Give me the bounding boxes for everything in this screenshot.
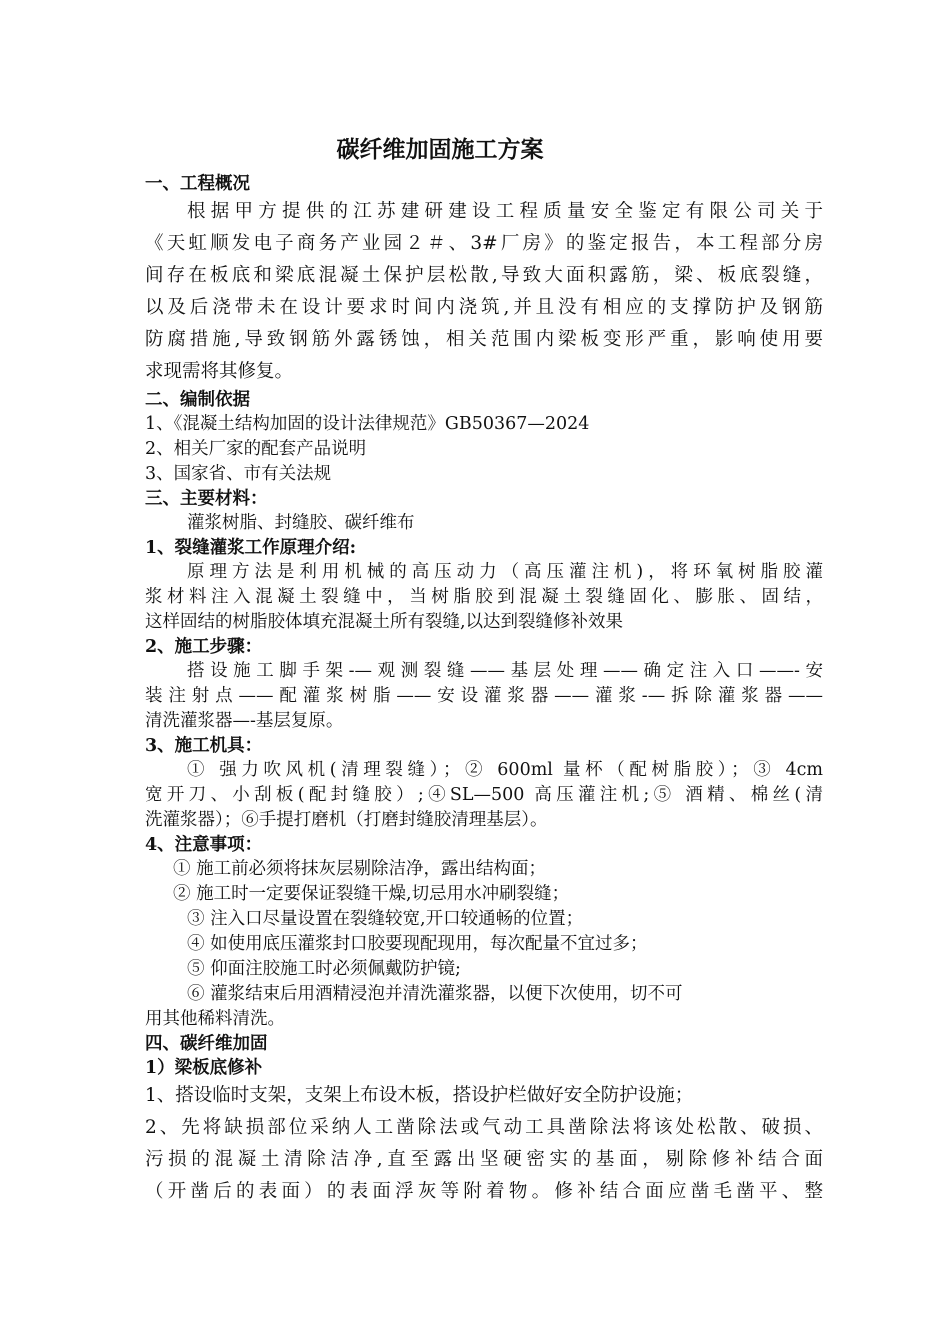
paragraph-line: 洗灌浆器）；⑥手提打磨机（打磨封缝胶清理基层）。	[145, 810, 548, 830]
paragraph-line: （开凿后的表面）的表面浮灰等附着物。修补结合面应凿毛凿平、整	[145, 1181, 823, 1202]
paragraph-line: 《天虹顺发电子商务产业园２＃、3#厂房》的鉴定报告，本工程部分房	[145, 233, 823, 254]
paragraph-line: ① 强力吹风机(清理裂缝）；② 600ml 量杯（配树脂胶）；③ 4cm	[187, 760, 823, 780]
paragraph-line: 搭设施工脚手架-—观测裂缝——基层处理——确定注入口——-安	[187, 661, 823, 681]
section-heading-overview: 一、工程概况	[145, 174, 250, 194]
document-body	[145, 172, 823, 1208]
list-item: ① 施工前必须将抹灰层剔除洁净，露出结构面；	[173, 859, 547, 879]
list-item: ⑥ 灌浆结束后用酒精浸泡并清洗灌浆器，以便下次使用，切不可	[187, 984, 683, 1004]
subsection-heading-steps: 2、施工步骤：	[145, 637, 263, 657]
paragraph-line: 清洗灌浆器—-基层复原。	[145, 711, 344, 731]
list-item: ③ 注入口尽量设置在裂缝较宽,开口较通畅的位置；	[187, 909, 584, 929]
section-heading-carbon-fiber: 四、碳纤维加固	[145, 1034, 268, 1054]
list-item: 2、先将缺损部位采纳人工凿除法或气动工具凿除法将该处松散、破损、	[145, 1117, 823, 1138]
paragraph-line: 间存在板底和梁底混凝土保护层松散,导致大面积露筋，梁、板底裂缝，	[145, 265, 823, 286]
paragraph-line: 浆材料注入混凝土裂缝中，当树脂胶到混凝土裂缝固化、膨胀、固结，	[145, 587, 823, 607]
paragraph-line: 防腐措施,导致钢筋外露锈蚀，相关范围内梁板变形严重，影响使用要	[145, 329, 823, 350]
subsection-heading-beam-repair: 1）梁板底修补	[145, 1058, 263, 1078]
materials-text: 灌浆树脂、封缝胶、碳纤维布	[187, 513, 415, 533]
list-item: 用其他稀料清洗。	[145, 1009, 285, 1029]
paragraph-line: 宽开刀、小刮板(配封缝胶）;④SL—500 高压灌注机;⑤ 酒精、棉丝(清	[145, 785, 823, 805]
paragraph-line: 装注射点——配灌浆树脂——安设灌浆器——灌浆-—拆除灌浆器——	[145, 686, 823, 706]
section-heading-basis: 二、编制依据	[145, 390, 250, 410]
list-item: ⑤ 仰面注胶施工时必须佩戴防护镜;	[187, 959, 461, 979]
paragraph-line: 这样固结的树脂胶体填充混凝土所有裂缝,以达到裂缝修补效果	[145, 612, 624, 632]
subsection-heading-tools: 3、施工机具：	[145, 736, 263, 756]
list-item: 3、国家省、市有关法规	[145, 464, 332, 484]
document-title: 碳纤维加固施工方案	[336, 136, 544, 163]
list-item: ② 施工时一定要保证裂缝干燥,切忌用水冲刷裂缝；	[173, 884, 570, 904]
subsection-heading-principle: 1、裂缝灌浆工作原理介绍:	[145, 538, 357, 558]
paragraph-line: 原理方法是利用机械的高压动力（高压灌注机)，将环氧树脂胶灌	[187, 562, 823, 582]
paragraph-line: 污损的混凝土清除洁净,直至露出坚硬密实的基面，剔除修补结合面	[145, 1149, 823, 1170]
list-item: ④ 如使用底压灌浆封口胶要现配现用，每次配量不宜过多；	[187, 934, 648, 954]
subsection-heading-notes: 4、注意事项：	[145, 835, 263, 855]
section-heading-materials: 三、主要材料：	[145, 489, 268, 509]
list-item: 2、相关厂家的配套产品说明	[145, 439, 367, 459]
paragraph-line: 根据甲方提供的江苏建研建设工程质量安全鉴定有限公司关于	[187, 201, 823, 222]
list-item: 1、搭设临时支架，支架上布设木板，搭设护栏做好安全防护设施；	[145, 1085, 694, 1106]
list-item: 1、《混凝土结构加固的设计法律规范》GB50367—2024	[145, 414, 590, 434]
paragraph-line: 求现需将其修复。	[145, 361, 294, 382]
paragraph-line: 以及后浇带未在设计要求时间内浇筑,并且没有相应的支撑防护及钢筋	[145, 297, 823, 318]
